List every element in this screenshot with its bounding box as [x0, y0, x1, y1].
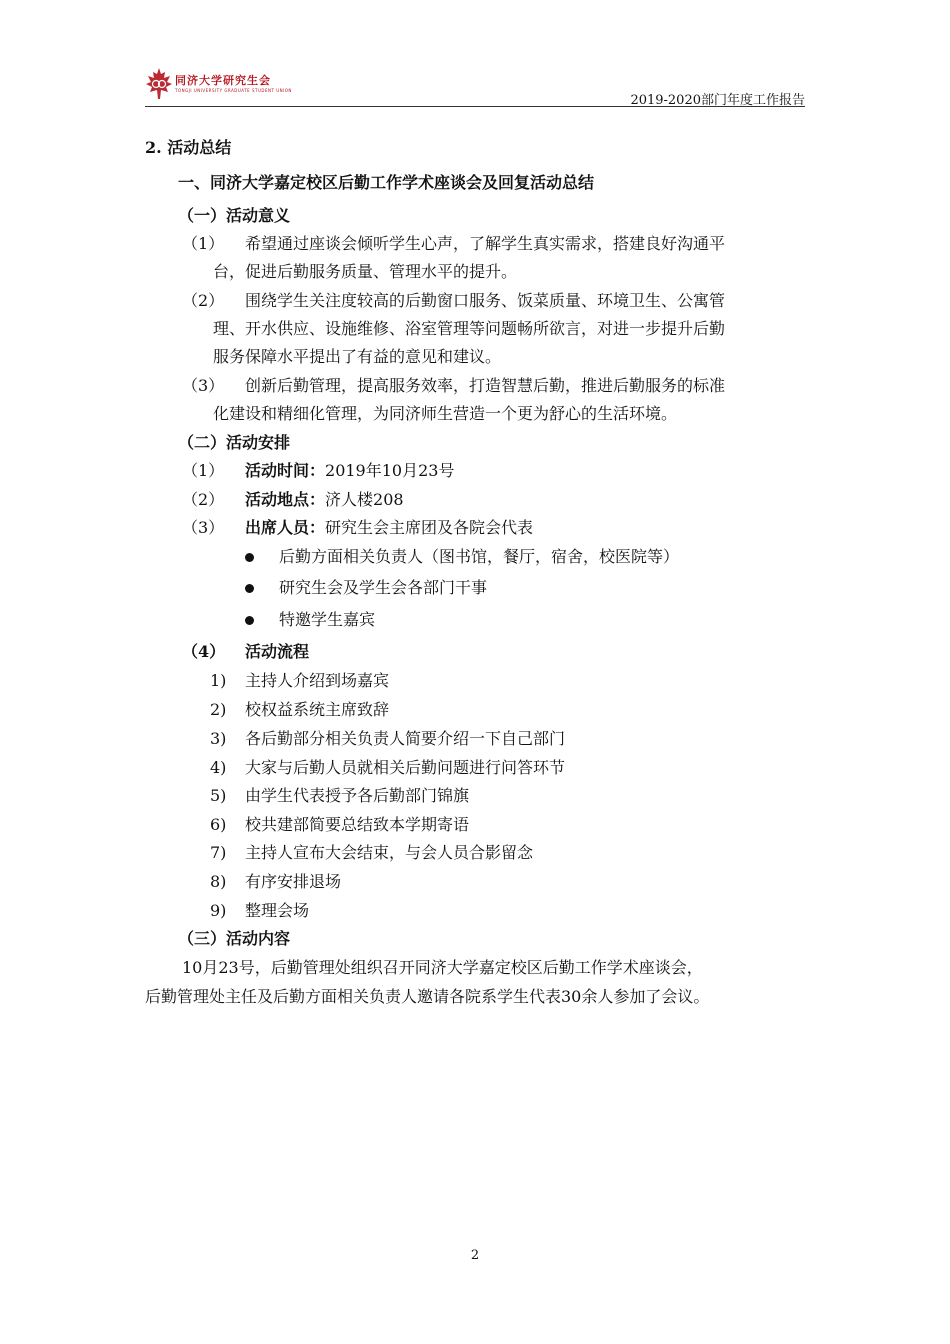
arrangement-heading: （二）活动安排 — [178, 433, 291, 452]
flow-step-1-number: 1) — [210, 671, 227, 690]
report-title: 2019-2020部门年度工作报告 — [630, 93, 805, 108]
header-divider — [145, 106, 805, 107]
flow-step-7-text: 主持人宣布大会结束，与会人员合影留念 — [245, 843, 534, 862]
flow-step-5-text: 由学生代表授予各后勤部门锦旗 — [245, 786, 470, 805]
bullet-dot-icon — [245, 584, 254, 593]
page-header — [145, 58, 805, 108]
significance-item-2-line-2: 理、开水供应、设施维修、浴室管理等问题畅所欲言，对进一步提升后勤 — [213, 319, 726, 338]
significance-heading: （一）活动意义 — [178, 206, 291, 225]
flow-step-8-number: 8) — [210, 872, 227, 891]
significance-item-1-line-1: 希望通过座谈会倾听学生心声，了解学生真实需求，搭建良好沟通平 — [245, 234, 726, 253]
attendee-bullet-3: 特邀学生嘉宾 — [279, 610, 376, 629]
significance-item-3-line-1: 创新后勤管理，提高服务效率，打造智慧后勤，推进后勤服务的标准 — [245, 376, 726, 395]
flow-step-6-text: 校共建部简要总结致本学期寄语 — [245, 815, 470, 834]
attendees-value: 研究生会主席团及各院会代表 — [325, 518, 534, 537]
attendee-bullet-1: 后勤方面相关负责人（图书馆，餐厅，宿舍，校医院等） — [279, 547, 680, 566]
content-paragraph-line-2: 后勤管理处主任及后勤方面相关负责人邀请各院系学生代表30余人参加了会议。 — [145, 987, 710, 1006]
time-value: 2019年10月23号 — [325, 461, 455, 480]
content-heading: （三）活动内容 — [178, 929, 291, 948]
significance-item-3-line-2: 化建设和精细化管理，为同济师生营造一个更为舒心的生活环境。 — [213, 404, 678, 423]
flow-step-9-text: 整理会场 — [245, 901, 310, 920]
flow-step-3-number: 3) — [210, 729, 227, 748]
maple-leaf-icon — [145, 66, 173, 102]
attendees-label: 出席人员： — [245, 518, 326, 537]
flow-step-2-number: 2) — [210, 700, 227, 719]
union-logo — [145, 66, 325, 106]
content-paragraph-line-1: 10月23号，后勤管理处组织召开同济大学嘉定校区后勤工作学术座谈会， — [182, 958, 703, 977]
significance-item-3-number: （3） — [182, 376, 225, 395]
time-row — [245, 461, 454, 481]
flow-step-4-text: 大家与后勤人员就相关后勤问题进行问答环节 — [245, 758, 566, 777]
logo-subtitle: TONGJI UNIVERSITY GRADUATE STUDENT UNION — [175, 88, 292, 93]
significance-item-2-line-1: 围绕学生关注度较高的后勤窗口服务、饭菜质量、环境卫生、公寓管 — [245, 291, 726, 310]
bullet-dot-icon — [245, 616, 254, 625]
significance-item-1-line-2: 台，促进后勤服务质量、管理水平的提升。 — [213, 262, 518, 281]
page-number: 2 — [470, 1248, 480, 1263]
place-row — [245, 490, 404, 510]
flow-step-5-number: 5) — [210, 786, 227, 805]
place-label: 活动地点： — [245, 490, 326, 509]
flow-step-4-number: 4) — [210, 758, 227, 777]
flow-step-7-number: 7) — [210, 843, 227, 862]
attendees-row — [245, 518, 533, 538]
flow-step-8-text: 有序安排退场 — [245, 872, 342, 891]
logo-title: 同济大学研究生会 — [175, 74, 271, 87]
place-value: 济人楼208 — [325, 490, 404, 509]
flow-step-6-number: 6) — [210, 815, 227, 834]
significance-item-1-number: （1） — [182, 234, 225, 253]
significance-item-2-number: （2） — [182, 291, 225, 310]
time-label: 活动时间： — [245, 461, 326, 480]
place-number: （2） — [182, 490, 225, 509]
bullet-dot-icon — [245, 553, 254, 562]
attendee-bullet-2: 研究生会及学生会各部门干事 — [279, 578, 488, 597]
flow-heading: 活动流程 — [245, 642, 310, 661]
flow-number: （4） — [182, 642, 226, 661]
attendees-number: （3） — [182, 518, 225, 537]
time-number: （1） — [182, 461, 225, 480]
section-subtitle: 一、同济大学嘉定校区后勤工作学术座谈会及回复活动总结 — [178, 173, 595, 192]
flow-step-3-text: 各后勤部分相关负责人简要介绍一下自己部门 — [245, 729, 566, 748]
flow-step-9-number: 9) — [210, 901, 227, 920]
flow-step-1-text: 主持人介绍到场嘉宾 — [245, 671, 390, 690]
section-title: 2. 活动总结 — [145, 138, 232, 157]
flow-step-2-text: 校权益系统主席致辞 — [245, 700, 390, 719]
significance-item-2-line-3: 服务保障水平提出了有益的意见和建议。 — [213, 347, 502, 366]
